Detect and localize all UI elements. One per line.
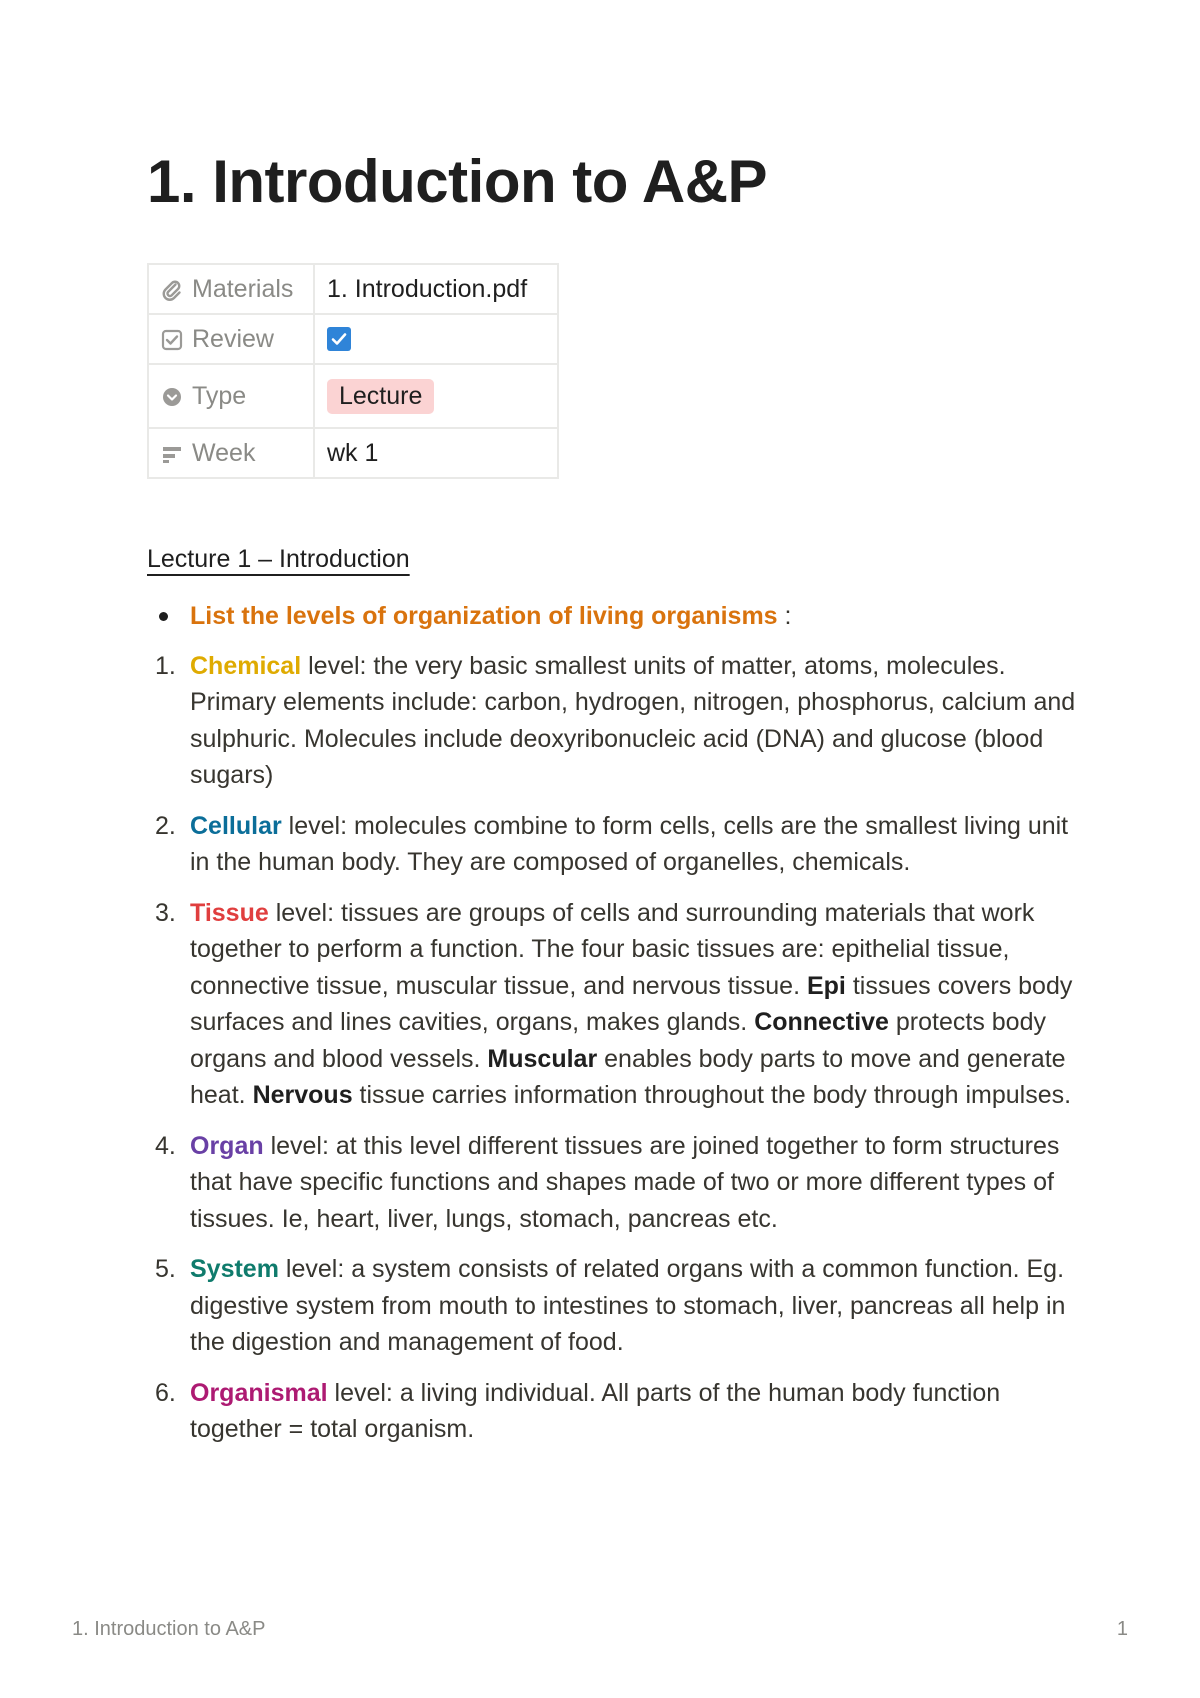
list-item-tissue	[147, 895, 1077, 1114]
list-text: enables body parts to move and generate heat.	[190, 1044, 1066, 1109]
bold-term-nervous: Nervous	[252, 1081, 353, 1109]
list-number: 5.	[155, 1255, 176, 1283]
lecture-content	[147, 598, 1077, 1462]
list-item-organ	[147, 1128, 1077, 1238]
footer-page-number: 1	[1116, 1618, 1128, 1640]
page-title: 1. Introduction to A&P	[147, 148, 768, 215]
property-key-type	[148, 364, 314, 428]
list-text: level: a system consists of related organs with a common function. Eg. digestive system from mouth to intestines to stomach, liver, pancreas all help in the digestion and management of food.	[190, 1255, 1066, 1356]
property-label: Week	[192, 438, 256, 467]
list-text: level: the very basic smallest units of matter, atoms, molecules. Primary elements include: carbon, hydrogen, nitrogen, phosphorus, calcium and sulphuric. Molecules include deoxyribonucleic acid (DNA) and glucose (blood sugars)	[190, 651, 1076, 789]
bullet-item	[147, 598, 1077, 635]
select-icon	[161, 386, 183, 408]
list-text: tissue carries information throughout the body through impulses.	[352, 1081, 1072, 1109]
term-chemical: Chemical	[190, 651, 302, 680]
list-number: 1.	[155, 651, 176, 680]
list-item-cellular	[147, 808, 1077, 881]
list-item-system	[147, 1251, 1077, 1361]
term-tissue: Tissue	[190, 898, 269, 927]
bold-term-connective: Connective	[754, 1008, 889, 1036]
property-value-week	[314, 428, 558, 478]
footer-title: 1. Introduction to A&P	[72, 1618, 266, 1640]
properties-table	[147, 263, 559, 479]
property-row-materials	[148, 264, 558, 314]
term-cellular: Cellular	[190, 811, 282, 840]
list-text: level: at this level different tissues are joined together to form structures that have specific functions and shapes made of two or more different types of tissues. Ie, heart, liver, lungs, stomach, pancreas etc.	[190, 1131, 1060, 1233]
list-number: 2.	[155, 811, 176, 840]
type-tag[interactable]: Lecture	[327, 379, 434, 414]
bullet-highlight: List the levels of organization of living organisms	[190, 602, 778, 630]
bold-term-muscular: Muscular	[487, 1044, 598, 1073]
property-row-week	[148, 428, 558, 478]
review-checkbox[interactable]	[327, 327, 351, 351]
property-key-materials	[148, 264, 314, 314]
list-number: 6.	[155, 1378, 176, 1407]
list-item-organismal	[147, 1375, 1077, 1448]
property-key-week	[148, 428, 314, 478]
list-text: level: a living individual. All parts of the human body function together = total organism.	[190, 1378, 1001, 1443]
week-value: wk 1	[327, 438, 379, 467]
property-row-review	[148, 314, 558, 364]
property-value-materials[interactable]	[314, 264, 558, 314]
section-heading: Lecture 1 – Introduction	[147, 545, 410, 573]
list-text: level: molecules combine to form cells, cells are the smallest living unit in the human body. They are composed of organelles, chemicals.	[190, 811, 1069, 876]
property-value-review	[314, 314, 558, 364]
text-icon	[161, 443, 183, 465]
property-key-review	[148, 314, 314, 364]
property-label: Review	[192, 324, 274, 353]
term-organ: Organ	[190, 1131, 264, 1160]
checkbox-icon	[161, 329, 183, 351]
bullet-suffix: :	[777, 602, 792, 630]
list-text: protects body organs and blood vessels.	[190, 1008, 1046, 1073]
property-value-type	[314, 364, 558, 428]
materials-file-link[interactable]: 1. Introduction.pdf	[327, 274, 528, 303]
property-row-type	[148, 364, 558, 428]
list-text: level: tissues are groups of cells and surrounding materials that work together to perform a function. The four basic tissues are: epithelial tissue, connective tissue, muscular tissue, and nervous tissue.	[190, 898, 1035, 1000]
list-text: tissues covers body surfaces and lines cavities, organs, makes glands.	[190, 971, 1073, 1036]
list-item-chemical	[147, 648, 1077, 794]
bold-term-epi: Epi	[806, 971, 846, 1000]
list-number: 4.	[155, 1131, 176, 1160]
term-system: System	[190, 1255, 279, 1283]
list-number: 3.	[155, 898, 176, 927]
property-label: Materials	[192, 274, 294, 303]
paperclip-icon	[161, 279, 183, 301]
property-label: Type	[192, 381, 247, 410]
bullet-dot	[159, 612, 168, 621]
term-organismal: Organismal	[190, 1378, 328, 1407]
